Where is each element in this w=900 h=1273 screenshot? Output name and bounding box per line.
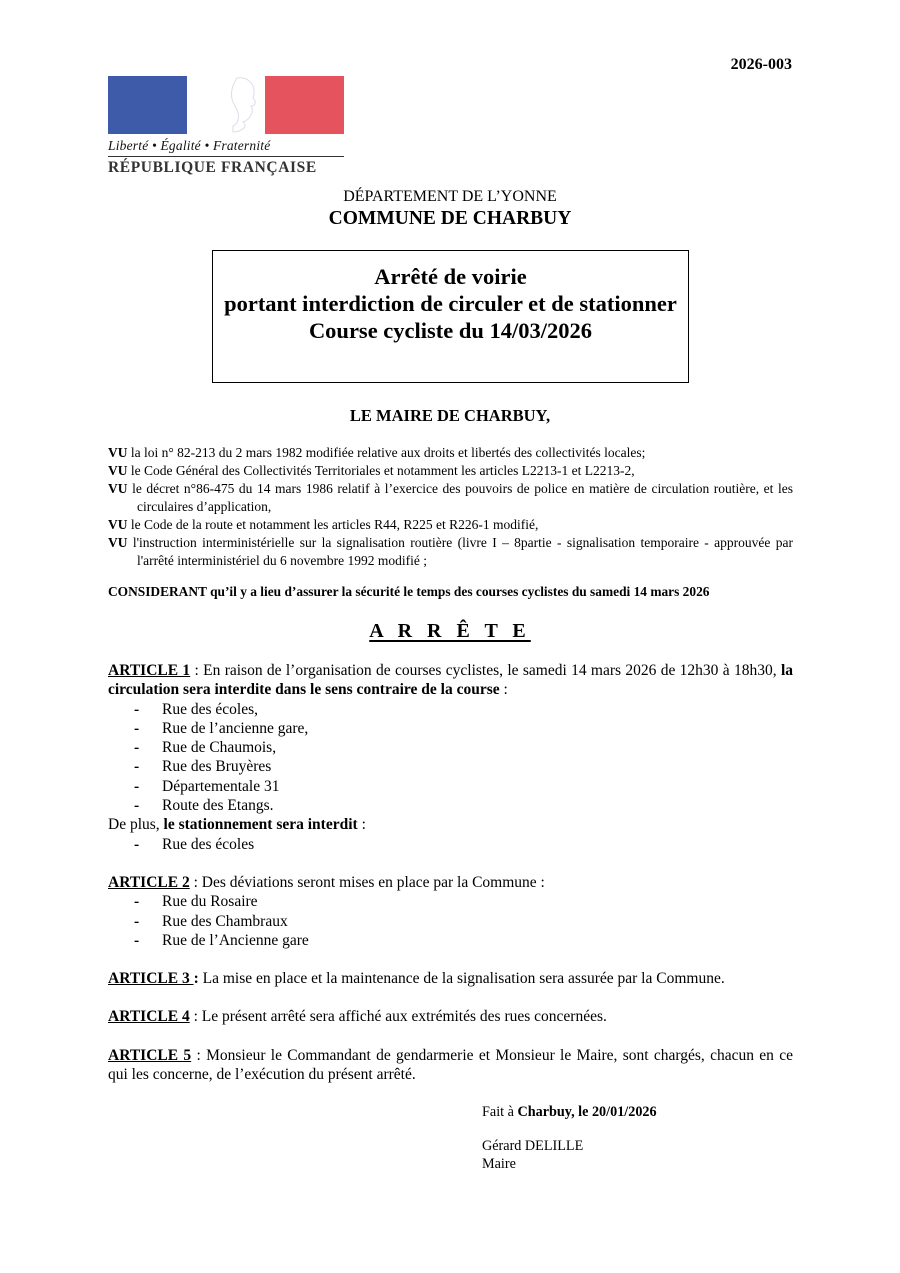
closed-streets-list — [108, 700, 793, 816]
signatory-name: Gérard DELILLE — [482, 1138, 584, 1154]
decree-reference: 2026-003 — [730, 56, 792, 73]
republique-francaise-logo — [108, 76, 346, 177]
no-parking-list — [108, 835, 793, 854]
title-line-2: portant interdiction de circuler et de stationner — [224, 291, 677, 316]
list-item: - Rue des Chambraux — [108, 912, 793, 931]
republic-name: RÉPUBLIQUE FRANÇAISE — [108, 159, 317, 176]
list-item: - Rue des écoles — [108, 835, 793, 854]
signatory-role: Maire — [482, 1156, 516, 1172]
title-line-3: Course cycliste du 14/03/2026 — [308, 318, 593, 343]
arrete-heading: A R R Ê T E — [369, 620, 531, 642]
article-5: ARTICLE 5 : Monsieur le Commandant de gendarmerie et Monsieur le Maire, sont chargés, chacun en ce qui les concerne, de l’exécution du présent arrêté. — [108, 1046, 794, 1084]
list-item: - Départementale 31 — [108, 777, 793, 796]
article-3: ARTICLE 3 : La mise en place et la maintenance de la signalisation sera assurée par la Commune. — [108, 970, 725, 988]
mayor-heading: LE MAIRE DE CHARBUY, — [349, 406, 551, 425]
list-item: - Route des Etangs. — [108, 796, 793, 815]
list-item: - Rue des Bruyères — [108, 757, 793, 776]
department-name: DÉPARTEMENT DE L’YONNE — [343, 188, 557, 205]
vu-item: VU l'instruction interministérielle sur la signalisation routière (livre I – 8partie - signalisation temporaire - approuvée par l'arrêté interministériel du 6 novembre 1992 modifié ; — [108, 535, 793, 568]
list-item: - Rue de l’Ancienne gare — [108, 931, 793, 950]
article-1: ARTICLE 1 : En raison de l’organisation de courses cyclistes, le samedi 14 mars 2026 de 12h30 à 18h30, la circulation sera interdite dans le sens contraire de la course : — [108, 662, 793, 699]
vu-item: VU le Code de la route et notamment les articles R44, R225 et R226-1 modifié, — [108, 517, 539, 532]
detour-streets-list — [108, 892, 793, 950]
vu-item: VU le Code Général des Collectivités Territoriales et notamment les articles L2213-1 et L2213-2, — [108, 463, 635, 478]
vu-item: VU la loi n° 82-213 du 2 mars 1982 modifiée relative aux droits et libertés des collectivités locales; — [108, 445, 646, 460]
list-item: - Rue des écoles, — [108, 700, 793, 719]
commune-name: COMMUNE DE CHARBUY — [328, 208, 572, 229]
title-line-1: Arrêté de voirie — [374, 264, 527, 289]
article-2: ARTICLE 2 : Des déviations seront mises en place par la Commune : — [108, 873, 545, 891]
parking-clause: De plus, le stationnement sera interdit : — [108, 816, 366, 834]
list-item: - Rue de Chaumois, — [108, 738, 793, 757]
signature-block — [482, 1103, 657, 1173]
place-date: Fait à Charbuy, le 20/01/2026 — [482, 1104, 657, 1120]
marianne-profile-icon — [227, 76, 267, 134]
republic-motto: Liberté • Égalité • Fraternité — [108, 138, 271, 153]
considerant-clause: CONSIDERANT qu’il y a lieu d’assurer la sécurité le temps des courses cyclistes du samedi 14 mars 2026 — [108, 584, 710, 599]
decree-title-box — [212, 250, 689, 383]
legal-references — [108, 444, 793, 570]
list-item: - Rue de l’ancienne gare, — [108, 719, 793, 738]
vu-item: VU le décret n°86-475 du 14 mars 1986 relatif à l’exercice des pouvoirs de police en matière de circulation routière, et les circulaires d’application, — [108, 481, 793, 514]
article-4: ARTICLE 4 : Le présent arrêté sera affiché aux extrémités des rues concernées. — [108, 1008, 607, 1026]
tricolor-flag — [108, 76, 344, 134]
list-item: - Rue du Rosaire — [108, 892, 793, 911]
articles — [108, 661, 793, 1084]
